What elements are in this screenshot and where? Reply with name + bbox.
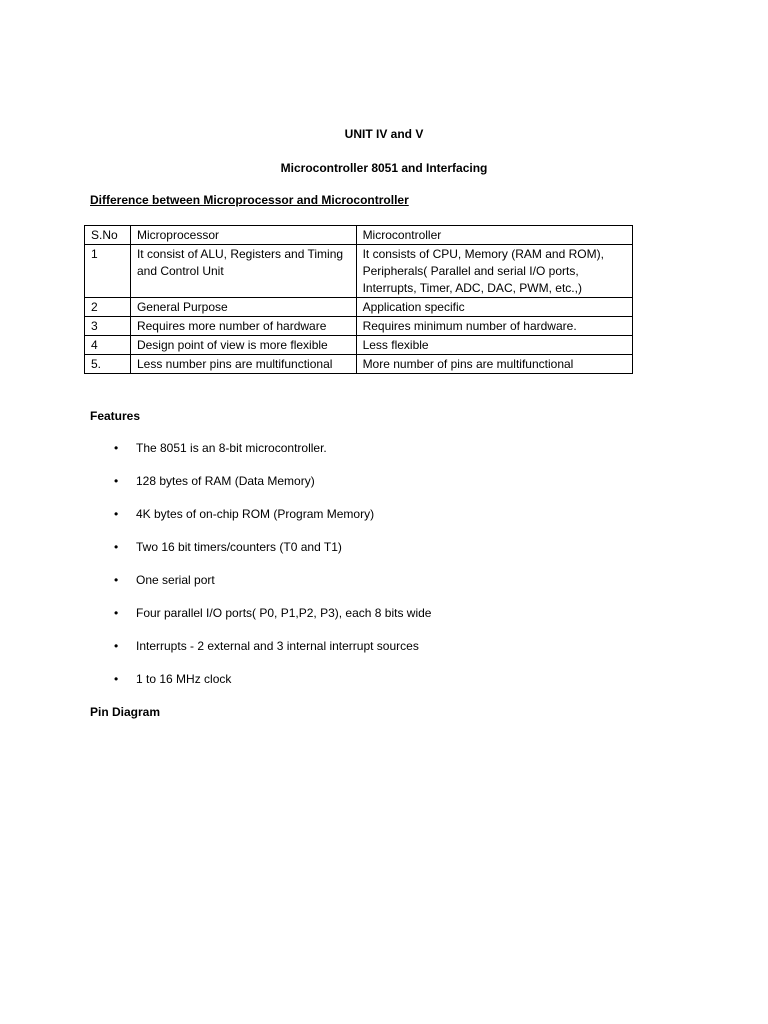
cell-microcontroller: Less flexible bbox=[356, 336, 632, 355]
cell-microcontroller: Requires minimum number of hardware. bbox=[356, 317, 632, 336]
cell-microprocessor: General Purpose bbox=[130, 298, 356, 317]
cell-microprocessor: It consist of ALU, Registers and Timing and Control Unit bbox=[130, 245, 356, 298]
cell-sno: 2 bbox=[85, 298, 131, 317]
column-header-sno: S.No bbox=[85, 226, 131, 245]
list-item bbox=[0, 572, 768, 605]
table-row bbox=[85, 317, 633, 336]
feature-text: 128 bytes of RAM (Data Memory) bbox=[136, 474, 315, 488]
table-row bbox=[85, 355, 633, 374]
list-item bbox=[0, 605, 768, 638]
list-item bbox=[0, 539, 768, 572]
feature-text: Interrupts - 2 external and 3 internal interrupt sources bbox=[136, 639, 419, 653]
cell-sno: 3 bbox=[85, 317, 131, 336]
bullet-icon: • bbox=[114, 573, 119, 587]
feature-text: Four parallel I/O ports( P0, P1,P2, P3), each 8 bits wide bbox=[136, 606, 432, 620]
table-row bbox=[85, 336, 633, 355]
bullet-icon: • bbox=[114, 672, 119, 686]
feature-text: 4K bytes of on-chip ROM (Program Memory) bbox=[136, 507, 375, 521]
cell-microcontroller: More number of pins are multifunctional bbox=[356, 355, 632, 374]
cell-microcontroller: It consists of CPU, Memory (RAM and ROM), Peripherals( Parallel and serial I/O ports, Interrupts, Timer, ADC, DAC, PWM, etc.,) bbox=[356, 245, 632, 298]
cell-microprocessor: Design point of view is more flexible bbox=[130, 336, 356, 355]
pin-diagram-heading: Pin Diagram bbox=[90, 705, 161, 719]
cell-sno: 5. bbox=[85, 355, 131, 374]
table-row bbox=[85, 298, 633, 317]
column-header-microprocessor: Microprocessor bbox=[130, 226, 356, 245]
bullet-icon: • bbox=[114, 474, 119, 488]
feature-text: One serial port bbox=[136, 573, 215, 587]
bullet-icon: • bbox=[114, 441, 119, 455]
list-item bbox=[0, 440, 768, 473]
cell-sno: 4 bbox=[85, 336, 131, 355]
features-list bbox=[0, 440, 768, 704]
column-header-microcontroller: Microcontroller bbox=[356, 226, 632, 245]
features-heading: Features bbox=[90, 409, 141, 423]
bullet-icon: • bbox=[114, 606, 119, 620]
cell-microprocessor: Requires more number of hardware bbox=[130, 317, 356, 336]
document-title: Microcontroller 8051 and Interfacing bbox=[280, 161, 488, 175]
bullet-icon: • bbox=[114, 540, 119, 554]
cell-microcontroller: Application specific bbox=[356, 298, 632, 317]
feature-text: The 8051 is an 8-bit microcontroller. bbox=[136, 441, 327, 455]
table-row bbox=[85, 245, 633, 298]
list-item bbox=[0, 473, 768, 506]
difference-heading: Difference between Microprocessor and Microcontroller bbox=[90, 193, 409, 207]
unit-title: UNIT IV and V bbox=[344, 127, 424, 141]
comparison-table bbox=[84, 225, 633, 374]
list-item bbox=[0, 638, 768, 671]
cell-sno: 1 bbox=[85, 245, 131, 298]
feature-text: Two 16 bit timers/counters (T0 and T1) bbox=[136, 540, 342, 554]
list-item bbox=[0, 506, 768, 539]
table-header-row bbox=[85, 226, 633, 245]
feature-text: 1 to 16 MHz clock bbox=[136, 672, 232, 686]
cell-microprocessor: Less number pins are multifunctional bbox=[130, 355, 356, 374]
list-item bbox=[0, 671, 768, 704]
bullet-icon: • bbox=[114, 507, 119, 521]
bullet-icon: • bbox=[114, 639, 119, 653]
